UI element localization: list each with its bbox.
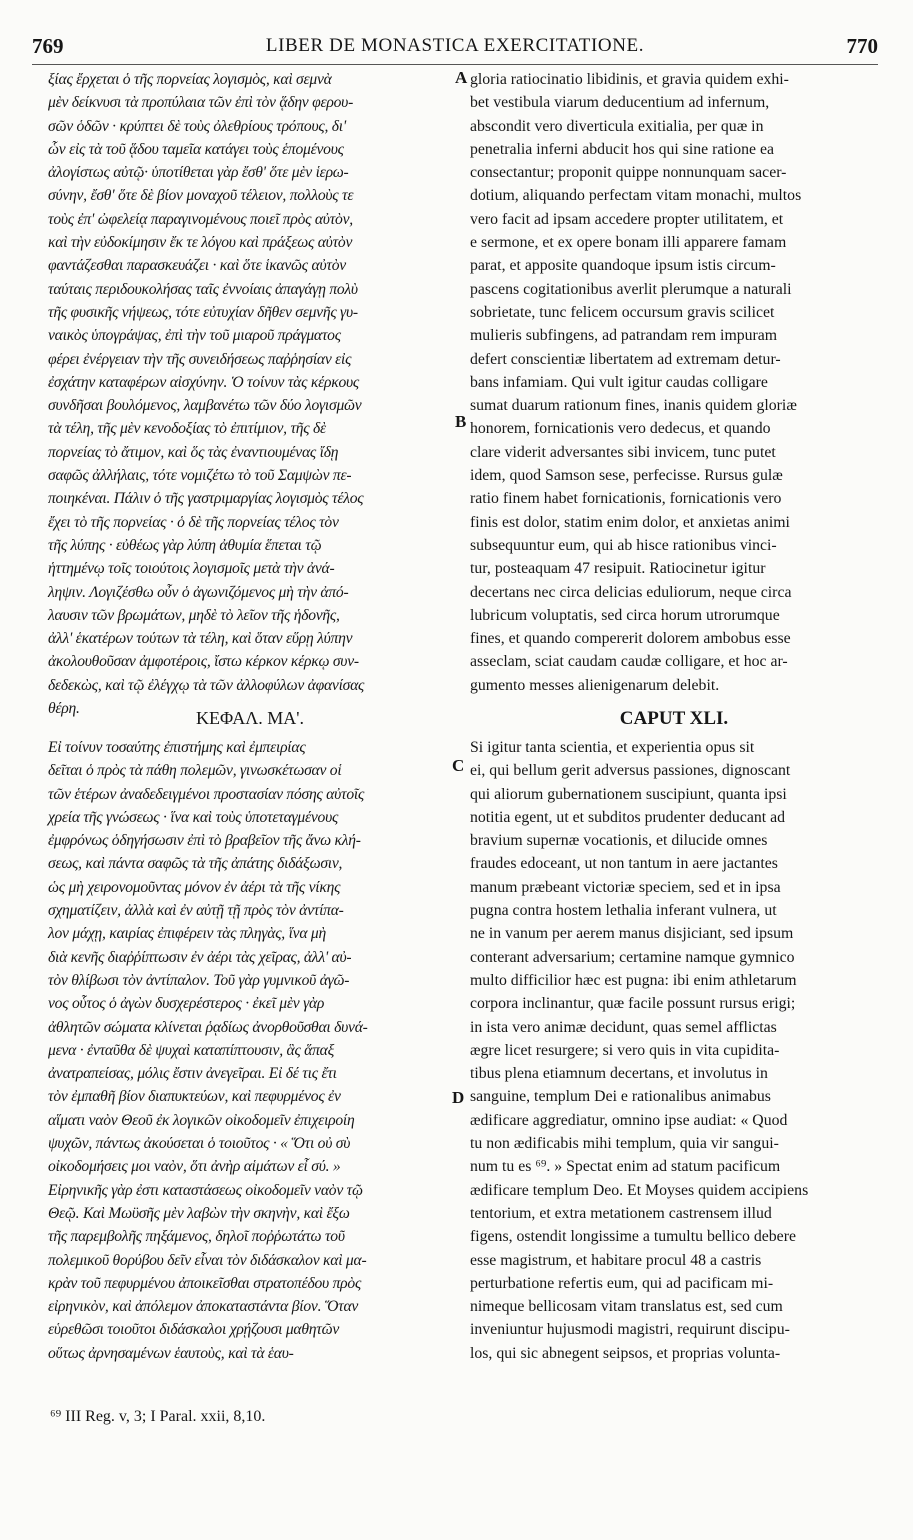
text-line: perturbatione refertis eum, qui ad pacificam mi- (470, 1274, 774, 1292)
text-line: ἔχει τὸ τῆς πορνείας · ὁ δὲ τῆς πορνείας τέλος τὸν (48, 513, 339, 531)
text-line: τῆς λύπης · εὐθέως γὰρ λύπη ἀθυμία ἕπεται τῷ (48, 536, 322, 554)
text-line: τὸν θλίβωσι τὸν ἀντίπαλον. Τοῦ γὰρ γυμνικοῦ ἀγῶ- (48, 971, 350, 989)
text-line: gumento messes alienigenarum delebit. (470, 676, 720, 694)
text-line: μενα · ἐνταῦθα δὲ ψυχαὶ καταπίπτουσιν, ἃς ἅπαξ (48, 1041, 335, 1059)
text-line: εἰρηνικὸν, καὶ ἀπόλεμον ἀποκαταστάντα βίον. Ὅταν (48, 1298, 359, 1316)
text-line: sumat duarum rationum fines, inanis quidem gloriæ (470, 397, 797, 415)
text-line: e sermone, et ex opere bonam illi apparere famam (470, 234, 787, 252)
text-line: ægre licet resurgere; si vero quis in vita cupidita- (470, 1041, 780, 1059)
text-line: ἐσχάτην καταφέρων αἰσχύνην. Ὁ τοίνυν τὰς κέρκους (48, 373, 359, 391)
text-line: ποιηκέναι. Πάλιν ὁ τῆς γαστριμαργίας λογισμὸς τέλος (48, 490, 364, 508)
text-line: φέρει ἐνέργειαν τὴν τῆς συνειδήσεως παῤῥησίαν εἰς (48, 350, 352, 368)
margin-marker-a: A (455, 68, 468, 87)
text-line: θέρη. (48, 700, 80, 718)
text-line: asseclam, sciat caudam caudæ colligare, et hoc ar- (470, 653, 788, 671)
text-line: parat, et apposite quandoque ipsum istis circum- (470, 257, 776, 275)
text-line: bet vestibula viarum deducentium ad infernum, (470, 94, 770, 112)
text-line: ταύταις περιδουκολήσας ταῖς ἐννοίαις ἀπαγάγῃ πολὺ (48, 280, 358, 298)
text-line: σεως, καὶ πάντα σαφῶς τὰ τῆς ἀπάτης διδάξωσιν, (48, 855, 343, 873)
text-line: σῶν ὁδῶν · κρύπτει δὲ τοὺς ὀλεθρίους τρόπους, δι' (48, 117, 346, 135)
latin-column-bottom (470, 736, 878, 1365)
text-line: λον μάχῃ, καιρίας ἐπιφέρειν τὰς πληγὰς, ἵνα μὴ (48, 925, 326, 943)
text-line: καὶ τὴν εὐδοκίμησιν ἔκ τε λόγου καὶ πράξεως αὐτὸν (48, 234, 353, 252)
text-line: σχηματίζειν, ἀλλὰ καὶ ἐν αὐτῇ τῇ πρὸς τὸν ἀντίπα- (48, 902, 344, 920)
text-line: vero facit ad ipsam accedere propter utilitatem, et (470, 210, 784, 228)
chapter-heading-greek: ΚΕΦΑΛ. ΜΑ'. (195, 708, 305, 728)
text-line: ἀνατραπείσας, μόλις ἔστιν ἀνεγεῖραι. Εἰ δέ τις ἔτι (48, 1065, 337, 1083)
text-line: esse magistrum, et habitare procul 48 a castris (470, 1251, 762, 1269)
text-line: subsequuntur eum, qui ab hisce rationibus vinci- (470, 536, 777, 554)
text-line: penetralia inferni abducit hos qui sine ratione ea (470, 140, 774, 158)
text-line: ξίας ἔρχεται ὁ τῆς πορνείας λογισμὸς, καὶ σεμνὰ (48, 71, 332, 88)
text-line: sobrietate, tunc felicem occursum gravis scilicet (470, 303, 775, 321)
text-line: ἀθλητῶν σώματα κλίνεται ῥᾳδίως ἀνορθοῦσθαι δυνά- (48, 1018, 368, 1036)
text-line: pugna contra hostem lethalia inferant vulnera, ut (470, 902, 777, 920)
greek-column-bottom (48, 736, 452, 1365)
text-line: ei, qui bellum gerit adversus passiones, dignoscant (470, 762, 791, 780)
text-line: abscondit vero diverticula exitialia, per quæ in (470, 117, 764, 135)
text-line: μὲν δείκνυσι τὰ προπύλαια τῶν ἐπὶ τὸν ᾅδην φερου- (48, 94, 354, 112)
text-line: τῆς παρεμβολῆς πηξάμενος, δηλοῖ ποῤῥωτάτω τοῦ (48, 1228, 345, 1246)
text-line: notitia egent, ut et subditos prudenter deducant ad (470, 808, 785, 826)
text-line: honorem, fornicationis vero dedecus, et quando (470, 420, 771, 438)
text-line: Θεῷ. Καὶ Μωϋσῆς μὲν λαβὼν τὴν σκηνὴν, καὶ ἔξω (48, 1204, 350, 1222)
text-line: manum præbeant victoriæ speciem, sed et in ipsa (470, 878, 781, 896)
text-line: τῆς φυσικῆς νήψεως, τότε εὐτυχίαν δῆθεν σεμνῆς γυ- (48, 303, 358, 321)
text-line: ὡς μὴ χειρονομοῦντας μόνον ἐν ἀέρι τὰ τῆς νίκης (48, 878, 341, 896)
text-line: Εἰ τοίνυν τοσαύτης ἐπιστήμης καὶ ἐμπειρίας (48, 739, 306, 756)
text-line: inveniuntur hujusmodi magistri, requirunt discipu- (470, 1321, 790, 1339)
text-line: ἀλογίστως αὐτῷ· ὑποτίθεται γὰρ ἔσθ' ὅτε μὲν ἱερω- (48, 164, 349, 182)
text-line: ratio finem habet fornicationis, fornicationis vero (470, 490, 782, 508)
text-line: τὰ τέλη, τῆς μὲν κενοδοξίας τὸ ἐπιτίμιον, τῆς δὲ (48, 420, 326, 438)
running-title: LIBER DE MONASTICA EXERCITATIONE. (265, 35, 645, 56)
text-line: ædificare aggrediatur, omnino ipse audiat: « Quod (470, 1111, 788, 1129)
text-line: δεῖται ὁ πρὸς τὰ πάθη πολεμῶν, γινωσκέτωσαν οἱ (48, 762, 342, 780)
text-line: sanguine, templum Dei e rationalibus animabus (470, 1088, 771, 1106)
text-line: φαντάζεσθαι παρασκευάζει · καὶ ὅτε ἱκανῶς αὐτὸν (48, 257, 346, 275)
text-line: bravium supernæ vocationis, et dilucide omnes (470, 832, 768, 850)
text-line: ἐμφρόνως ὁδηγήσωσιν ἐπὶ τὸ βραβεῖον τῆς ἄνω κλή- (48, 832, 361, 850)
text-line: ὧν εἰς τὰ τοῦ ᾅδου ταμεῖα κατάγει τοὺς ἑπομένους (48, 140, 344, 158)
text-line: qui aliorum gubernationem suscipiunt, quanta ipsi (470, 785, 787, 803)
text-line: consectantur; proponit quippe nonnunquam sacer- (470, 164, 787, 182)
text-line: defert conscientiæ libertatem ad extremam detur- (470, 350, 781, 368)
text-line: num tu es ⁶⁹. » Spectat enim ad statum pacificum (470, 1158, 781, 1176)
text-line: pascens cogitationibus averlit plerumque a naturali (470, 280, 792, 298)
text-line: συνδῆσαι βουλόμενος, λαμβανέτω τῶν δύο λογισμῶν (48, 397, 362, 415)
text-line: nimeque bellicosam vitam translatus est, sed cum (470, 1298, 783, 1316)
text-line: Εἰρηνικῆς γὰρ ἐστι καταστάσεως οἰκοδομεῖν ναὸν τῷ (48, 1181, 363, 1199)
text-line: οἰκοδομήσεις μοι ναὸν, ὅτι ἀνὴρ αἱμάτων εἶ σύ. » (48, 1158, 341, 1176)
text-line: tentorium, et extra metationem castrensem illud (470, 1204, 772, 1222)
text-line: decertans nec circa delicias eduliorum, neque circa (470, 583, 792, 601)
text-line: οὕτως ἀρνησαμένων ἑαυτοὺς, καὶ τὰ ἑαυ- (48, 1344, 294, 1362)
text-line: ληψιν. Λογιζέσθω οὖν ὁ ἀγωνιζόμενος μὴ τὴν ἀπό- (48, 583, 349, 601)
text-line: conterant adversarium; certamine namque gymnico (470, 948, 795, 966)
chapter-heading-latin: CAPUT XLI. (619, 708, 729, 729)
text-line: idem, quod Samson sese, perfecisse. Rursus gulæ (470, 467, 783, 485)
text-line: finis est dolor, statim enim dolor, et anxietas animi (470, 513, 790, 531)
text-line: εὑρεθῶσι τοιοῦτοι διδάσκαλοι χρῄζουσι μαθητῶν (48, 1321, 340, 1339)
margin-marker-d: D (452, 1088, 465, 1107)
text-line: δεδεκὼς, καὶ τῷ ἐλέγχῳ τὰ τῶν ἀλλοφύλων ἀφανίσας (48, 676, 365, 694)
page-number-left: 769 (32, 34, 64, 58)
text-line: gloria ratiocinatio libidinis, et gravia quidem exhi- (470, 71, 789, 88)
text-line: Si igitur tanta scientia, et experientia opus sit (470, 739, 755, 756)
text-line: corpora inclinantur, quæ facile possunt rursus erigi; (470, 995, 796, 1013)
text-line: πολεμικοῦ θορύβου δεῖν εἶναι τὸν διδάσκαλον καὶ μα- (48, 1251, 367, 1269)
text-line: lubricum voluptatis, sed circa horum utrorumque (470, 606, 780, 624)
text-line: dotium, aliquando perfectam vitam monachi, multos (470, 187, 802, 205)
text-line: ne in vanum per aerem manus disjiciant, sed ipsum (470, 925, 794, 943)
margin-marker-b: B (455, 412, 467, 431)
text-line: σαφῶς ἀλλήλαις, τότε νομιζέτω τὸ τοῦ Σαμψὼν πε- (48, 467, 352, 485)
text-line: tibus plena etiamnum decertans, et involutus in (470, 1065, 768, 1083)
text-line: διὰ κενῆς διαῤῥίπτωσιν ἐν ἀέρι τὰς χεῖρας, ἀλλ' αὐ- (48, 948, 352, 966)
footnote: ⁶⁹ III Reg. v, 3; I Paral. xxii, 8,10. (50, 1408, 266, 1425)
text-line: χρεία τῆς γνώσεως · ἵνα καὶ τοὺς ὑποτεταγμένους (48, 808, 339, 826)
text-line: ἀκολουθοῦσαν ἀμφοτέροις, ἴστω κέρκον κέρκῳ συν- (48, 653, 359, 671)
text-line: ἡττημένῳ τοῖς τοιούτοις λογισμοῖς μετὰ τὴν ἀνά- (48, 560, 335, 578)
text-line: τὸν ἐμπαθῆ βίον διαπυκτεύων, καὶ πεφυρμένος ἐν (48, 1088, 341, 1106)
text-line: ψυχῶν, πάντως ἀκούσεται ὁ τοιοῦτος · « Ὅτι οὐ σὺ (48, 1135, 351, 1153)
page-number-right: 770 (846, 34, 878, 58)
text-line: figens, ostendit longissime a tumultu bellico debere (470, 1228, 796, 1246)
text-line: αἵματι ναὸν Θεοῦ ἐκ λογικῶν οἰκοδομεῖν ἐπιχειροίη (48, 1111, 355, 1129)
text-line: in ista vero animæ decidunt, quas semel afflictas (470, 1018, 777, 1036)
text-line: ἀλλ' ἑκατέρων τούτων τὰ τέλη, καὶ ὅταν εὕρῃ λύπην (48, 630, 353, 648)
text-line: fines, et quando compererit dolorem ambobus esse (470, 630, 791, 648)
text-line: mulieris subfingens, ad patrandam rem impuram (470, 327, 778, 345)
text-line: σύνην, ἔσθ' ὅτε δὲ βίον μοναχοῦ τέλειον, πολλοὺς τε (48, 187, 354, 205)
text-line: fraudes edoceant, ut non tantum in aere jactantes (470, 855, 778, 873)
greek-column-top (48, 68, 452, 720)
text-line: tur, posteaquam 47 resipuit. Ratiocinetur igitur (470, 560, 766, 578)
text-line: λαυσιν τῶν βρωμάτων, μηδὲ τὸ λεῖον τῆς ἡδονῆς, (48, 606, 340, 624)
text-line: bans infamiam. Qui vult igitur caudas colligare (470, 373, 768, 391)
text-line: multo difficilior hæc est pugna: ibi enim athletarum (470, 971, 797, 989)
text-line: clare viderit adversantes sibi invicem, tunc putet (470, 443, 776, 461)
text-line: κρὰν τοῦ πεφυρμένου ἀποικεῖσθαι στρατοπέδου πρὸς (48, 1274, 362, 1292)
page-header (32, 34, 878, 64)
margin-marker-c: C (452, 756, 465, 775)
text-line: πορνείας τὸ ἄτιμον, καὶ ὅς τὰς ἐναντιουμένας ἴδῃ (48, 443, 339, 461)
latin-column-top (470, 68, 878, 697)
header-rule (32, 64, 878, 65)
text-line: ναικὸς ὑπογράψας, ἐπὶ τὴν τοῦ μιαροῦ πράγματος (48, 327, 341, 345)
text-line: los, qui sic abnegent seipsos, et proprias volunta- (470, 1344, 781, 1362)
text-line: νος οὗτος ὁ ἀγὼν δυσχερέστερος · ἐκεῖ μὲν γὰρ (48, 995, 325, 1013)
text-line: τῶν ἑτέρων ἀναδεδειγμένοι προστασίαν πόσης αὐτοῖς (48, 785, 365, 803)
text-line: τοὺς ἐπ' ὠφελείᾳ παραγινομένους ποιεῖ πρὸς αὐτὸν, (48, 210, 353, 228)
text-line: ædificare templum Deo. Et Moyses quidem accipiens (470, 1181, 809, 1199)
text-line: tu non ædificabis mihi templum, quia vir sangui- (470, 1135, 779, 1153)
